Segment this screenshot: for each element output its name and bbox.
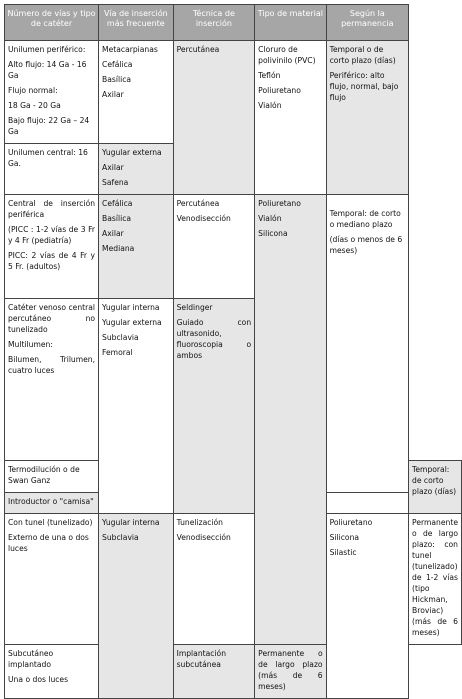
cell-text: Percutánea [176, 199, 220, 208]
cell-text: Temporal o de corto plazo (días) [329, 45, 396, 65]
catheter-table [4, 4, 462, 699]
header-row [5, 5, 462, 41]
cell-text: Seldinger [176, 303, 213, 312]
cell-text: Axilar [102, 229, 124, 238]
cell-via [99, 299, 174, 514]
cell-text: Permanente o de largo plazo (más de 6 meses) [258, 649, 323, 691]
cell-permanencia [409, 514, 462, 645]
cell-text: 18 Ga - 20 Ga [8, 101, 61, 110]
cell-text: Unilumen periférico: [8, 45, 86, 54]
cell-text: Silicona [329, 533, 360, 542]
header-material: Tipo de material [255, 5, 326, 41]
cell-cateter [5, 645, 99, 699]
cell-text: Bilumen, Trilumen, cuatro luces [8, 355, 96, 375]
cell-text: Externo de una o dos luces [8, 533, 89, 553]
cell-text: Subclavia [102, 333, 139, 342]
cell-material [255, 195, 326, 645]
cell-text: Safena [102, 178, 129, 187]
cell-text: Metacarpianas [102, 45, 158, 54]
cell-via [99, 514, 174, 699]
cell-text: Flujo normal: [8, 86, 58, 95]
cell-text: Yugular interna [102, 303, 160, 312]
table-row [5, 41, 462, 144]
cell-tecnica [173, 41, 255, 195]
cell-text: Poliuretano [258, 199, 301, 208]
cell-text: Central de inserción periférica [8, 199, 96, 219]
cell-text: Multilumen: [8, 340, 53, 349]
cell-text: Silastic [329, 548, 357, 557]
cell-cateter [5, 493, 99, 514]
cell-text: Con tunel (tunelizado) [8, 518, 93, 527]
cell-text: (días o menos de 6 meses) [329, 235, 403, 255]
cell-cateter [5, 195, 99, 299]
cell-text: Vialón [258, 214, 282, 223]
cell-text: Bajo flujo: 22 Ga – 24 Ga [8, 116, 90, 136]
cell-text: Femoral [102, 348, 133, 357]
header-cateter: Número de vías y tipo de catéter [5, 5, 99, 41]
cell-cateter [5, 461, 99, 493]
cell-text: Venodisección [176, 214, 231, 223]
cell-cateter [5, 41, 99, 144]
cell-text: Percutánea [176, 45, 220, 54]
cell-text: Alto flujo: 14 Ga - 16 Ga [8, 60, 87, 80]
cell-text: Temporal: de corto o mediano plazo [329, 209, 401, 229]
cell-text: Poliuretano [329, 518, 373, 527]
cell-text: Silicona [258, 229, 288, 238]
header-permanencia: Según la permanencia [326, 5, 408, 41]
cell-text: Teflón [258, 71, 281, 80]
cell-permanencia [409, 461, 462, 514]
cell-text: PICC: 2 vías de 4 Fr y 5 Fr. (adultos) [8, 251, 96, 271]
cell-text: Poliuretano [258, 86, 301, 95]
cell-text: Periférico: alto flujo, normal, bajo flujo [329, 71, 399, 102]
header-tecnica: Técnica de inserción [173, 5, 255, 41]
cell-cateter [5, 299, 99, 461]
cell-text: Termodilución o de Swan Ganz [8, 465, 80, 485]
cell-text: Temporal: de corto plazo (días) [412, 465, 457, 496]
table-row [5, 195, 462, 299]
cell-text: Introductor o "camisa" [8, 497, 94, 506]
cell-via [99, 144, 174, 195]
cell-permanencia [255, 645, 326, 699]
cell-text: Permanente o de largo plazo: con tunel (tunelizado) de 1-2 vías (tipo Hickman, Broviac) (más de 6 meses) [412, 518, 458, 637]
cell-text: Unilumen central: 16 Ga. [8, 148, 88, 168]
cell-text: Yugular externa [102, 318, 162, 327]
cell-text: Vialón [258, 101, 282, 110]
cell-text: (PICC : 1-2 vías de 3 Fr y 4 Fr (pediatría) [8, 225, 96, 245]
cell-text: Basílica [102, 75, 132, 84]
cell-tecnica [173, 645, 255, 699]
cell-via [99, 41, 174, 144]
cell-tecnica [173, 195, 255, 299]
cell-text: Cefálica [102, 199, 133, 208]
cell-text: Tunelización [176, 518, 223, 527]
cell-permanencia [326, 195, 408, 493]
cell-text: Axilar [102, 163, 124, 172]
cell-tecnica [173, 514, 255, 645]
cell-permanencia [326, 41, 408, 195]
cell-text: Subclavia [102, 533, 139, 542]
cell-material [255, 41, 326, 195]
cell-text: Guiado con ultrasonido, fluoroscopia o ambos [176, 318, 252, 360]
cell-text: Mediana [102, 244, 135, 253]
cell-tecnica [173, 299, 255, 514]
cell-text: Venodisección [176, 533, 231, 542]
cell-text: Yugular interna [102, 518, 160, 527]
header-via: Vía de inserción más frecuente [99, 5, 174, 41]
cell-text: Yugular externa [102, 148, 162, 157]
cell-text: Implantación subcutánea [176, 649, 227, 669]
cell-text: Basílica [102, 214, 132, 223]
cell-via [99, 195, 174, 299]
cell-text: Cefálica [102, 60, 133, 69]
cell-material [326, 514, 408, 699]
cell-text: Catéter venoso central percutáneo no tunelizado [8, 303, 96, 334]
cell-text: Una o dos luces [8, 675, 69, 684]
cell-text: Subcutáneo implantado [8, 649, 54, 669]
cell-cateter [5, 514, 99, 645]
table-row [5, 514, 462, 645]
cell-text: Axilar [102, 90, 124, 99]
cell-text: Cloruro de polivinilo (PVC) [258, 45, 316, 65]
cell-cateter [5, 144, 99, 195]
